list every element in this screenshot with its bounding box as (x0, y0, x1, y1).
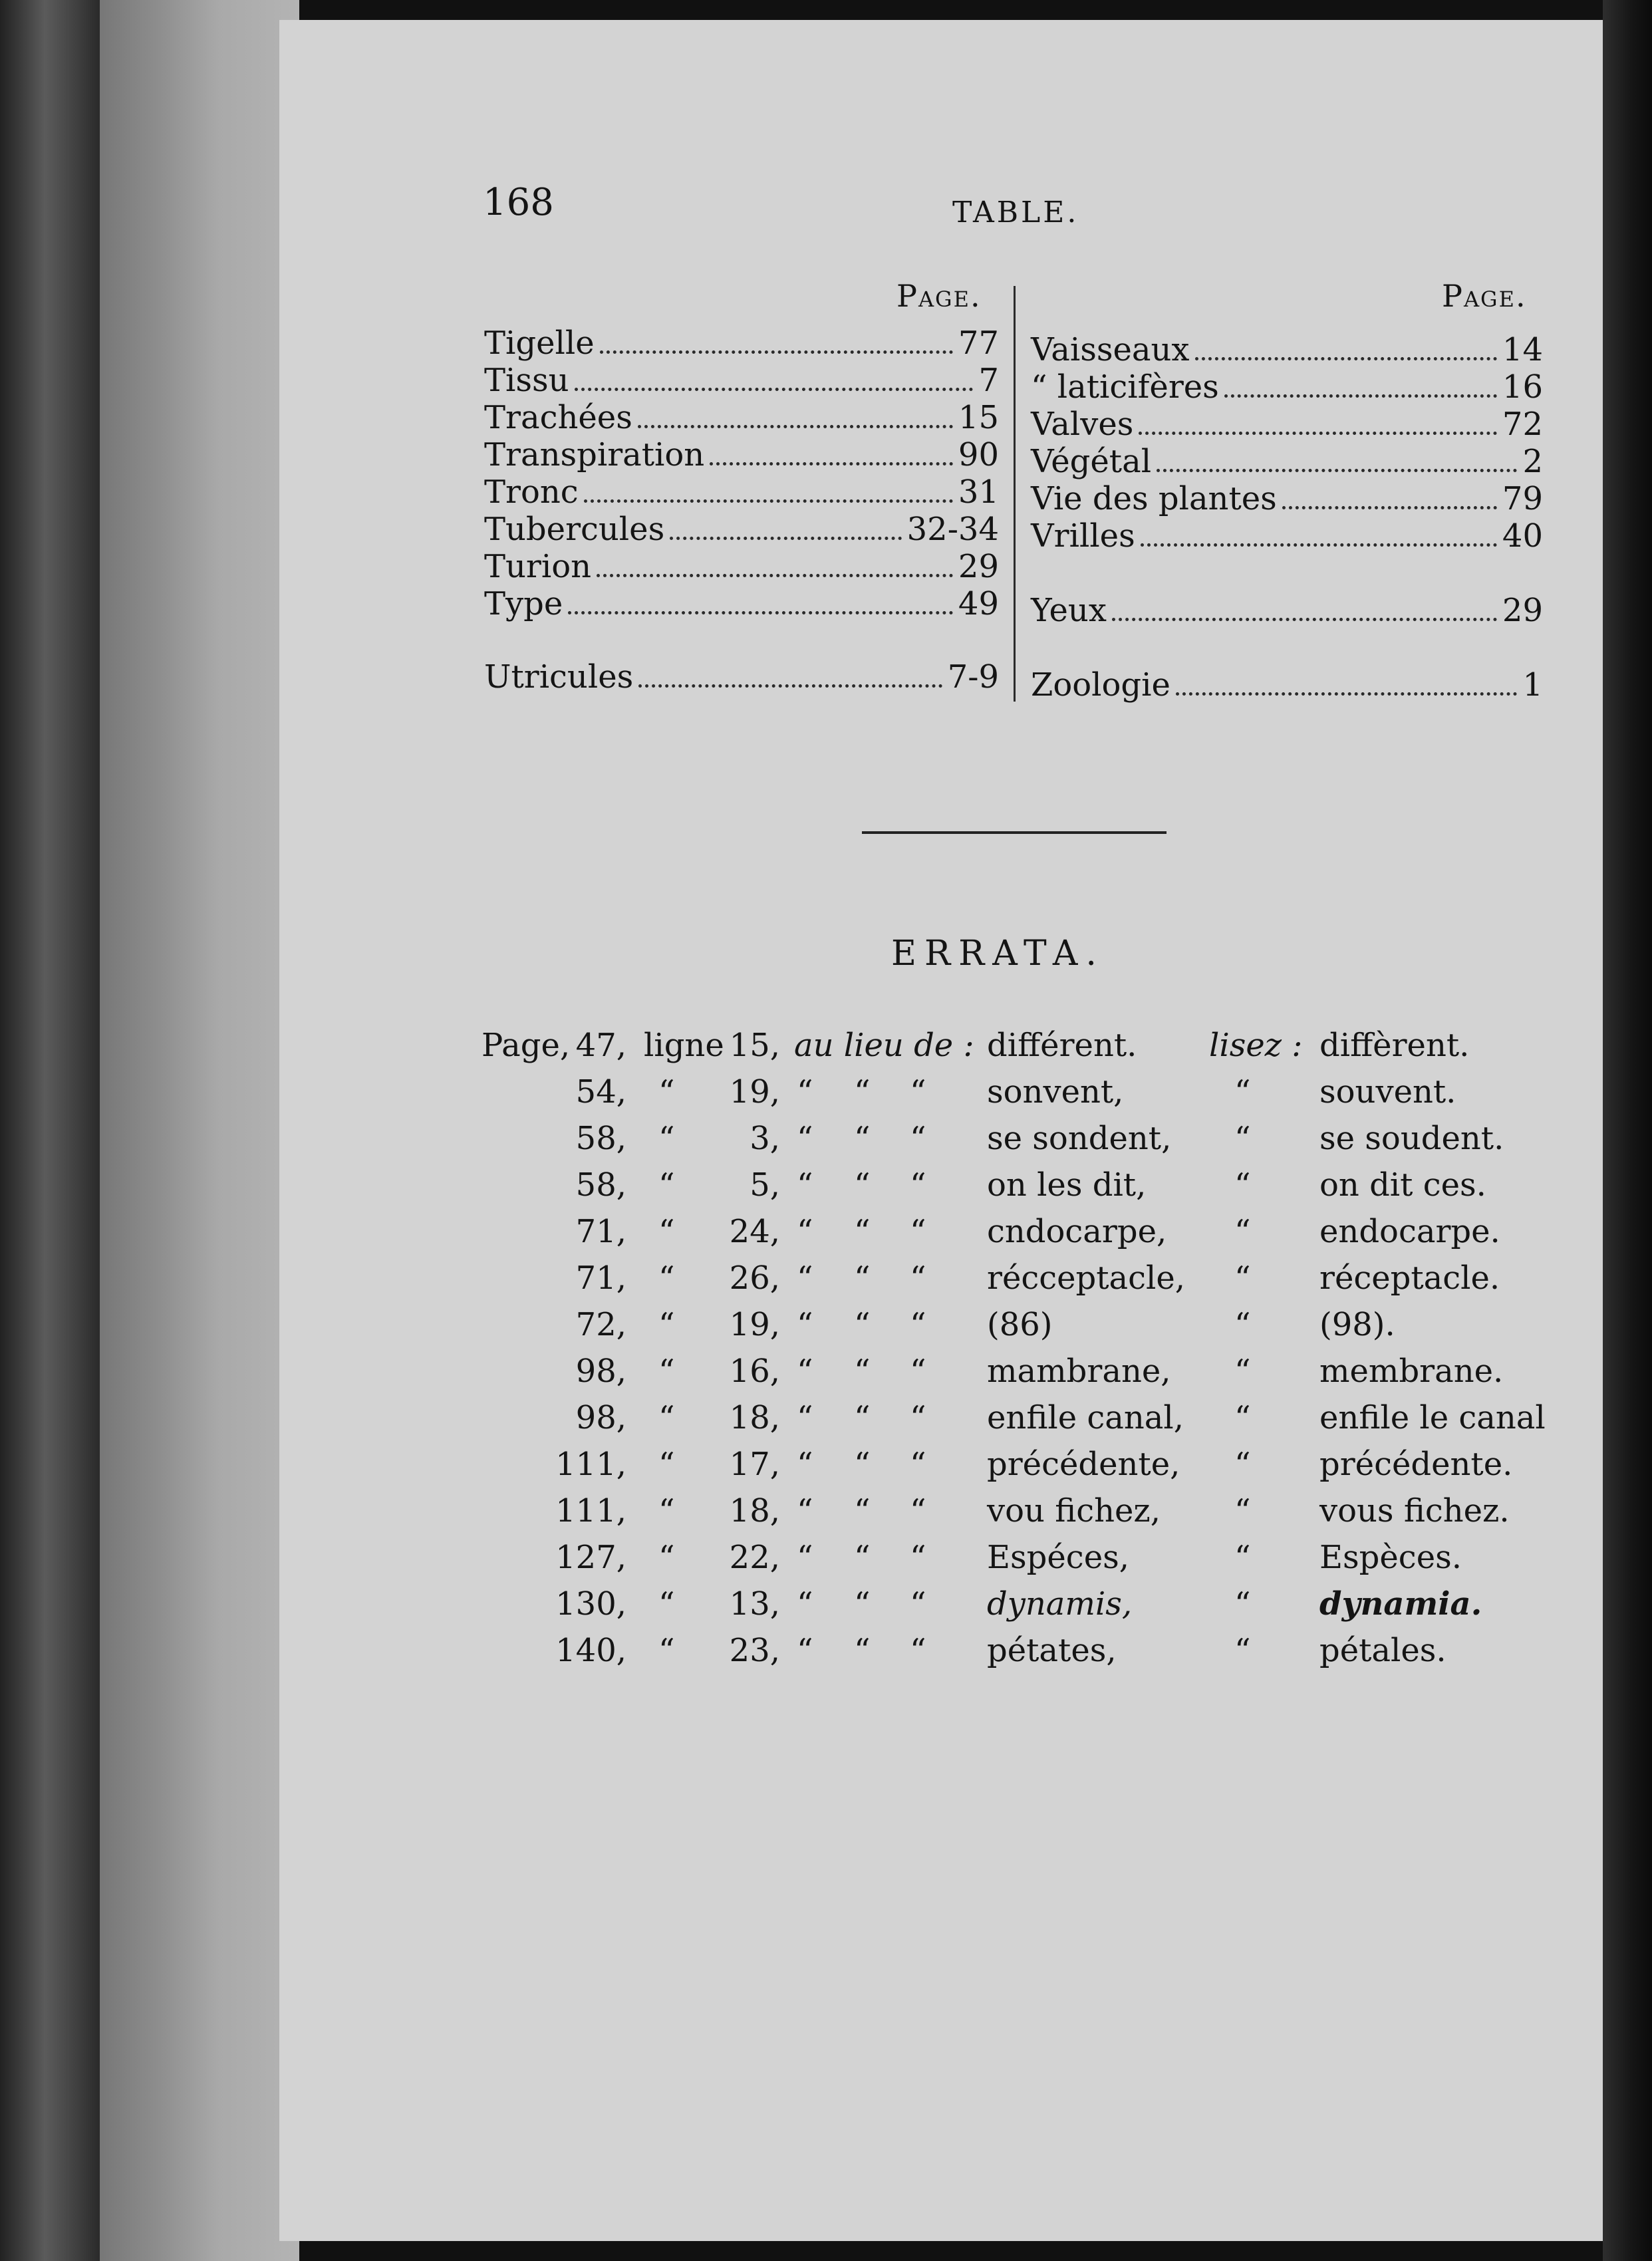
index-term: Tronc (484, 473, 579, 511)
index-term: Valves (1031, 406, 1134, 443)
errata-correct: vous fichez. (1319, 1492, 1510, 1530)
errata-wrong: vou fichez, (987, 1492, 1161, 1530)
ditto-mark: “ (1234, 1585, 1251, 1623)
errata-page: 111, (555, 1446, 626, 1483)
errata-wrong: dynamis, (987, 1585, 1133, 1623)
ditto-mark: “ (1234, 1492, 1251, 1530)
ditto-mark: “ (910, 1306, 926, 1343)
leader-dots (568, 611, 953, 614)
index-page: 79 (1502, 480, 1543, 517)
errata-wrong: cndocarpe, (987, 1213, 1167, 1250)
au-lieu-de-label: au lieu de : (794, 1027, 974, 1064)
errata-row (0, 1585, 1652, 1632)
errata-correct: souvent. (1319, 1073, 1456, 1111)
index-page: 16 (1502, 368, 1543, 406)
ditto-mark: “ (797, 1120, 813, 1157)
ditto-mark: “ (910, 1073, 926, 1111)
page-number: 168 (483, 181, 554, 224)
errata-correct: réceptacle. (1319, 1260, 1500, 1297)
leader-dots (1157, 469, 1517, 472)
ditto-mark: “ (854, 1585, 871, 1623)
errata-wrong: on les dit, (987, 1166, 1147, 1204)
errata-page: 71, (575, 1213, 626, 1250)
errata-correct: précédente. (1319, 1446, 1513, 1483)
errata-correct: se soudent. (1319, 1120, 1504, 1157)
errata-title: ERRATA. (891, 934, 1105, 974)
ditto-mark: “ (1234, 1399, 1251, 1436)
ditto-mark: “ (854, 1632, 871, 1669)
errata-line: 18, (729, 1492, 780, 1530)
errata-line: 26, (729, 1260, 780, 1297)
leader-dots (1224, 394, 1497, 398)
leader-dots (1141, 543, 1497, 547)
errata-wrong: mambrane, (987, 1353, 1171, 1390)
index-entry (484, 473, 999, 511)
ditto-mark: “ (797, 1306, 813, 1343)
errata-line: 5, (750, 1166, 780, 1204)
index-entry (1031, 368, 1543, 406)
errata-row (0, 1073, 1652, 1120)
index-entry (484, 436, 999, 473)
index-page: 1 (1522, 666, 1543, 704)
errata-page-label: Page, (482, 1027, 571, 1064)
column-divider (1014, 286, 1016, 702)
lisez-label: lisez : (1209, 1027, 1303, 1064)
ditto-mark: “ (910, 1120, 926, 1157)
errata-page: 71, (575, 1260, 626, 1297)
ditto-mark: “ (658, 1260, 675, 1297)
index-entry (484, 548, 999, 585)
ditto-mark: “ (854, 1353, 871, 1390)
ditto-mark: “ (910, 1399, 926, 1436)
errata-row (0, 1260, 1652, 1306)
errata-page: 58, (575, 1166, 626, 1204)
index-term: Tubercules (484, 511, 665, 548)
leader-dots (1139, 432, 1497, 435)
index-entry (484, 585, 999, 622)
leader-dots (1282, 506, 1497, 509)
errata-wrong: enfile canal, (987, 1399, 1184, 1436)
index-entry (1031, 443, 1543, 480)
section-rule (862, 831, 1167, 834)
ditto-mark: “ (1234, 1166, 1251, 1204)
errata-line: 19, (729, 1306, 780, 1343)
index-page: 40 (1502, 517, 1543, 555)
ditto-mark: “ (854, 1446, 871, 1483)
ditto-mark: “ (797, 1539, 813, 1576)
errata-page: 54, (575, 1073, 626, 1111)
leader-dots (1176, 692, 1518, 696)
errata-line: 18, (729, 1399, 780, 1436)
index-term: Zoologie (1031, 666, 1170, 704)
index-page: 7-9 (947, 658, 999, 696)
ditto-mark: “ (1234, 1446, 1251, 1483)
ditto-mark: “ (658, 1213, 675, 1250)
index-page: 2 (1522, 443, 1543, 480)
errata-line: 22, (729, 1539, 780, 1576)
errata-correct: on dit ces. (1319, 1166, 1486, 1204)
ditto-mark: “ (797, 1073, 813, 1111)
errata-row (0, 1399, 1652, 1446)
ditto-mark: “ (797, 1166, 813, 1204)
errata-row (0, 1306, 1652, 1353)
index-entry (484, 362, 999, 399)
ditto-mark: “ (910, 1446, 926, 1483)
index-right-heading: Page. (1442, 278, 1527, 314)
ditto-mark: “ (854, 1120, 871, 1157)
leader-dots (600, 350, 953, 354)
index-term: “ laticifères (1031, 368, 1219, 406)
ditto-mark: “ (797, 1399, 813, 1436)
index-entry (484, 658, 999, 696)
index-page: 90 (958, 436, 999, 473)
ditto-mark: “ (658, 1585, 675, 1623)
ditto-mark: “ (854, 1306, 871, 1343)
index-term: Type (484, 585, 563, 622)
errata-page: 140, (555, 1632, 626, 1669)
index-page: 32-34 (906, 511, 999, 548)
ditto-mark: “ (797, 1213, 813, 1250)
errata-wrong: Espéces, (987, 1539, 1129, 1576)
ditto-mark: “ (910, 1632, 926, 1669)
errata-line: 19, (729, 1073, 780, 1111)
ditto-mark: “ (1234, 1306, 1251, 1343)
index-left-heading: Page. (896, 278, 982, 314)
index-term: Tigelle (484, 325, 595, 362)
ditto-mark: “ (658, 1353, 675, 1390)
errata-line: 16, (729, 1353, 780, 1390)
ditto-mark: “ (910, 1213, 926, 1250)
errata-correct: pétales. (1319, 1632, 1446, 1669)
errata-page: 98, (575, 1399, 626, 1436)
errata-correct: (98). (1319, 1306, 1395, 1343)
errata-correct: membrane. (1319, 1353, 1504, 1390)
errata-line: 15, (729, 1027, 780, 1064)
errata-page: 130, (555, 1585, 626, 1623)
errata-wrong: (86) (987, 1306, 1053, 1343)
index-entry (484, 511, 999, 548)
ditto-mark: “ (854, 1166, 871, 1204)
errata-correct: dynamia. (1319, 1585, 1482, 1623)
errata-page: 98, (575, 1353, 626, 1390)
leader-dots (638, 684, 942, 688)
ditto-mark: “ (910, 1166, 926, 1204)
ditto-mark: “ (658, 1073, 675, 1111)
ditto-mark: “ (658, 1166, 675, 1204)
errata-line: 23, (729, 1632, 780, 1669)
leader-dots (638, 425, 953, 428)
index-entry (484, 399, 999, 436)
errata-row (0, 1027, 1652, 1073)
errata-row (0, 1120, 1652, 1166)
leader-dots (1195, 357, 1497, 360)
errata-row (0, 1539, 1652, 1585)
errata-line: 3, (750, 1120, 780, 1157)
ditto-mark: “ (658, 1306, 675, 1343)
ditto-mark: “ (658, 1632, 675, 1669)
errata-page: 58, (575, 1120, 626, 1157)
ditto-mark: “ (854, 1073, 871, 1111)
index-page: 31 (958, 473, 999, 511)
errata-wrong: différent. (987, 1027, 1137, 1064)
errata-correct: Espèces. (1319, 1539, 1462, 1576)
errata-row (0, 1446, 1652, 1492)
ditto-mark: “ (797, 1446, 813, 1483)
index-term: Turion (484, 548, 592, 585)
ditto-mark: “ (1234, 1213, 1251, 1250)
ditto-mark: “ (658, 1492, 675, 1530)
ditto-mark: “ (658, 1120, 675, 1157)
ditto-mark: “ (854, 1399, 871, 1436)
index-page: 15 (958, 399, 999, 436)
errata-wrong: pétates, (987, 1632, 1117, 1669)
index-term: Vrilles (1031, 517, 1135, 555)
ditto-mark: “ (854, 1260, 871, 1297)
index-term: Vie des plantes (1031, 480, 1277, 517)
index-page: 77 (958, 325, 999, 362)
errata-correct: enfile le canal (1319, 1399, 1546, 1436)
ditto-mark: “ (854, 1492, 871, 1530)
errata-correct: diffèrent. (1319, 1027, 1470, 1064)
leader-dots (710, 462, 953, 466)
ditto-mark: “ (910, 1585, 926, 1623)
errata-correct: endocarpe. (1319, 1213, 1500, 1250)
ditto-mark: “ (1234, 1073, 1251, 1111)
errata-wrong: sonvent, (987, 1073, 1124, 1111)
errata-line: 17, (729, 1446, 780, 1483)
errata-wrong: récceptacle, (987, 1260, 1186, 1297)
leader-dots (1112, 618, 1497, 621)
ditto-mark: “ (658, 1539, 675, 1576)
index-page: 14 (1502, 331, 1543, 368)
index-page: 72 (1502, 406, 1543, 443)
errata-line: 13, (729, 1585, 780, 1623)
running-head: TABLE. (952, 196, 1079, 229)
ditto-mark: “ (910, 1260, 926, 1297)
index-term: Végétal (1031, 443, 1152, 480)
index-entry (1031, 480, 1543, 517)
index-term: Yeux (1031, 592, 1107, 629)
index-page: 29 (1502, 592, 1543, 629)
ditto-mark: “ (797, 1585, 813, 1623)
ditto-mark: “ (1234, 1260, 1251, 1297)
index-term: Vaisseaux (1031, 331, 1190, 368)
ditto-mark: “ (910, 1353, 926, 1390)
errata-page: 47, (575, 1027, 626, 1064)
index-entry (1031, 666, 1543, 704)
index-page: 49 (958, 585, 999, 622)
ditto-mark: “ (797, 1632, 813, 1669)
errata-line-label: ligne (644, 1027, 724, 1064)
errata-row (0, 1213, 1652, 1260)
errata-row (0, 1166, 1652, 1213)
errata-row (0, 1492, 1652, 1539)
ditto-mark: “ (658, 1446, 675, 1483)
errata-row (0, 1632, 1652, 1678)
leader-dots (584, 499, 953, 503)
index-term: Utricules (484, 658, 634, 696)
index-page: 7 (978, 362, 999, 399)
errata-wrong: précédente, (987, 1446, 1180, 1483)
ditto-mark: “ (854, 1539, 871, 1576)
errata-line: 24, (729, 1213, 780, 1250)
ditto-mark: “ (797, 1353, 813, 1390)
leader-dots (575, 388, 974, 391)
ditto-mark: “ (854, 1213, 871, 1250)
index-entry (1031, 406, 1543, 443)
ditto-mark: “ (1234, 1353, 1251, 1390)
index-term: Transpiration (484, 436, 705, 473)
index-term: Trachées (484, 399, 632, 436)
errata-page: 127, (555, 1539, 626, 1576)
errata-row (0, 1353, 1652, 1399)
ditto-mark: “ (797, 1260, 813, 1297)
ditto-mark: “ (910, 1492, 926, 1530)
index-entry (1031, 517, 1543, 555)
ditto-mark: “ (910, 1539, 926, 1576)
index-entry (1031, 592, 1543, 629)
index-entry (484, 325, 999, 362)
ditto-mark: “ (1234, 1539, 1251, 1576)
ditto-mark: “ (797, 1492, 813, 1530)
index-entry (1031, 331, 1543, 368)
errata-wrong: se sondent, (987, 1120, 1172, 1157)
index-term: Tissu (484, 362, 569, 399)
errata-page: 72, (575, 1306, 626, 1343)
leader-dots (670, 537, 901, 540)
ditto-mark: “ (658, 1399, 675, 1436)
ditto-mark: “ (1234, 1632, 1251, 1669)
ditto-mark: “ (1234, 1120, 1251, 1157)
errata-page: 111, (555, 1492, 626, 1530)
leader-dots (597, 574, 953, 577)
index-page: 29 (958, 548, 999, 585)
